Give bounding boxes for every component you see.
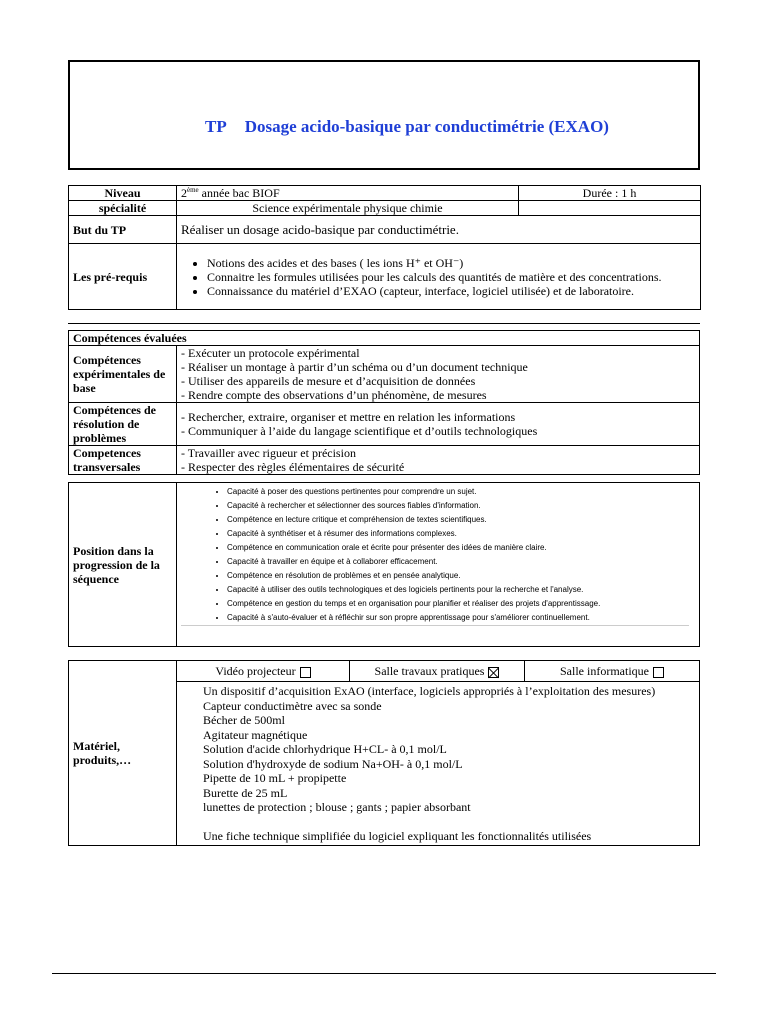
prereq-label: Les pré-requis — [69, 244, 177, 310]
materiel-item: Capteur conductimètre avec sa sonde — [203, 698, 382, 713]
competence-label: Competences transversales — [69, 446, 177, 475]
position-item: • Compétence en lecture critique et compréhension de textes scientifiques. — [227, 513, 689, 527]
spacer — [183, 815, 693, 829]
position-label: Position dans la progression de la séquence — [69, 483, 177, 647]
checkbox-salle-tp[interactable] — [488, 667, 499, 678]
competences-header: Compétences évaluées — [69, 331, 700, 346]
page-title — [205, 117, 609, 137]
competence-item: - Respecter des règles élémentaires de sécurité — [181, 460, 405, 474]
duree-value: Durée : 1 h — [519, 186, 701, 201]
materiel-list — [177, 682, 700, 846]
competence-item: - Utiliser des appareils de mesure et d’acquisition de données — [181, 374, 476, 388]
niveau-value: 2ème année bac BIOF — [177, 186, 519, 201]
competence-item: - Exécuter un protocole expérimental — [181, 346, 360, 360]
divider — [68, 323, 700, 324]
materiel-table — [68, 660, 700, 846]
materiel-item: Un dispositif d’acquisition ExAO (interface, logiciels appropriés à l’exploitation des mesures) — [203, 684, 656, 698]
position-list — [181, 485, 689, 626]
prereq-item: • Notions des acides et des bases ( les ions H⁺ et OH⁻) — [207, 256, 696, 270]
materiel-label: Matériel, produits,… — [69, 661, 177, 846]
prereq-list — [181, 256, 696, 298]
info-table — [68, 185, 700, 310]
competence-item: - Rendre compte des observations d’un phénomène, de mesures — [181, 388, 487, 402]
competence-item: - Réaliser un montage à partir d’un schéma ou d’un document technique — [181, 360, 528, 374]
competence-label: Compétences de résolution de problèmes — [69, 403, 177, 446]
materiel-item: lunettes de protection ; blouse ; gants ; papier absorbant — [203, 800, 471, 814]
title-box — [68, 60, 700, 170]
checkbox-video[interactable] — [300, 667, 311, 678]
materiel-item: Une fiche technique simplifiée du logiciel expliquant les fonctionnalités utilisées — [203, 828, 592, 843]
position-item: • Capacité à s'auto-évaluer et à réfléchir sur son propre apprentissage pour s'améliorer continuellement. — [227, 611, 689, 625]
materiel-item: Solution d'hydroxyde de sodium Na+OH- à 0,1 mol/L — [203, 756, 463, 771]
position-item: • Capacité à poser des questions pertinentes pour comprendre un sujet. — [227, 485, 689, 499]
competence-item: - Rechercher, extraire, organiser et mettre en relation les informations — [181, 410, 516, 424]
position-item: • Capacité à synthétiser et à résumer des informations complexes. — [227, 527, 689, 541]
competence-items — [177, 403, 700, 446]
niveau-label: Niveau — [69, 186, 177, 201]
specialite-empty — [519, 201, 701, 216]
specialite-label: spécialité — [69, 201, 177, 216]
footer-divider — [52, 973, 716, 974]
materiel-item: Agitateur magnétique — [203, 727, 308, 742]
position-item: • Compétence en gestion du temps et en organisation pour planifier et réaliser des projets d'apprentissage. — [227, 597, 689, 611]
position-item: • Capacité à travailler en équipe et à collaborer efficacement. — [227, 555, 689, 569]
position-list-cell — [177, 483, 700, 647]
prereq-item: • Connaitre les formules utilisées pour les calculs des quantités de matière et des concentrations. — [207, 270, 696, 284]
position-table — [68, 482, 700, 647]
checkbox-salle-info[interactable] — [653, 667, 664, 678]
title-tp: TP — [205, 117, 227, 136]
competence-items — [177, 446, 700, 475]
prereq-item: • Connaissance du matériel d’EXAO (capteur, interface, logiciel utilisée) et de laboratoire. — [207, 284, 696, 298]
competences-table — [68, 330, 700, 475]
title-text: Dosage acido-basique par conductimétrie (EXAO) — [244, 117, 609, 136]
competence-items — [177, 346, 700, 403]
competence-label: Compétences expérimentales de base — [69, 346, 177, 403]
room-option: Vidéo projecteur — [177, 661, 350, 682]
materiel-item: Burette de 25 mL — [203, 785, 288, 800]
materiel-item: Solution d'acide chlorhydrique H+CL- à 0,1 mol/L — [203, 742, 447, 756]
but-label: But du TP — [69, 216, 177, 244]
but-value: Réaliser un dosage acido-basique par conductimétrie. — [177, 216, 701, 244]
room-option: Salle informatique — [525, 661, 700, 682]
position-item: • Capacité à rechercher et sélectionner des sources fiables d'information. — [227, 499, 689, 513]
prereq-list-cell — [177, 244, 701, 310]
materiel-item: Bécher de 500ml — [203, 713, 285, 727]
competence-item: - Travailler avec rigueur et précision — [181, 446, 356, 460]
room-option: Salle travaux pratiques — [350, 661, 525, 682]
position-item: • Capacité à utiliser des outils technologiques et des logiciels pertinents pour la recherche et l'analyse. — [227, 583, 689, 597]
materiel-item: Pipette de 10 mL + propipette — [203, 771, 347, 785]
specialite-value: Science expérimentale physique chimie — [177, 201, 519, 216]
position-item: • Compétence en communication orale et écrite pour présenter des idées de manière claire. — [227, 541, 689, 555]
competence-item: - Communiquer à l’aide du langage scientifique et d’outils technologiques — [181, 424, 538, 438]
position-item: • Compétence en résolution de problèmes et en pensée analytique. — [227, 569, 689, 583]
